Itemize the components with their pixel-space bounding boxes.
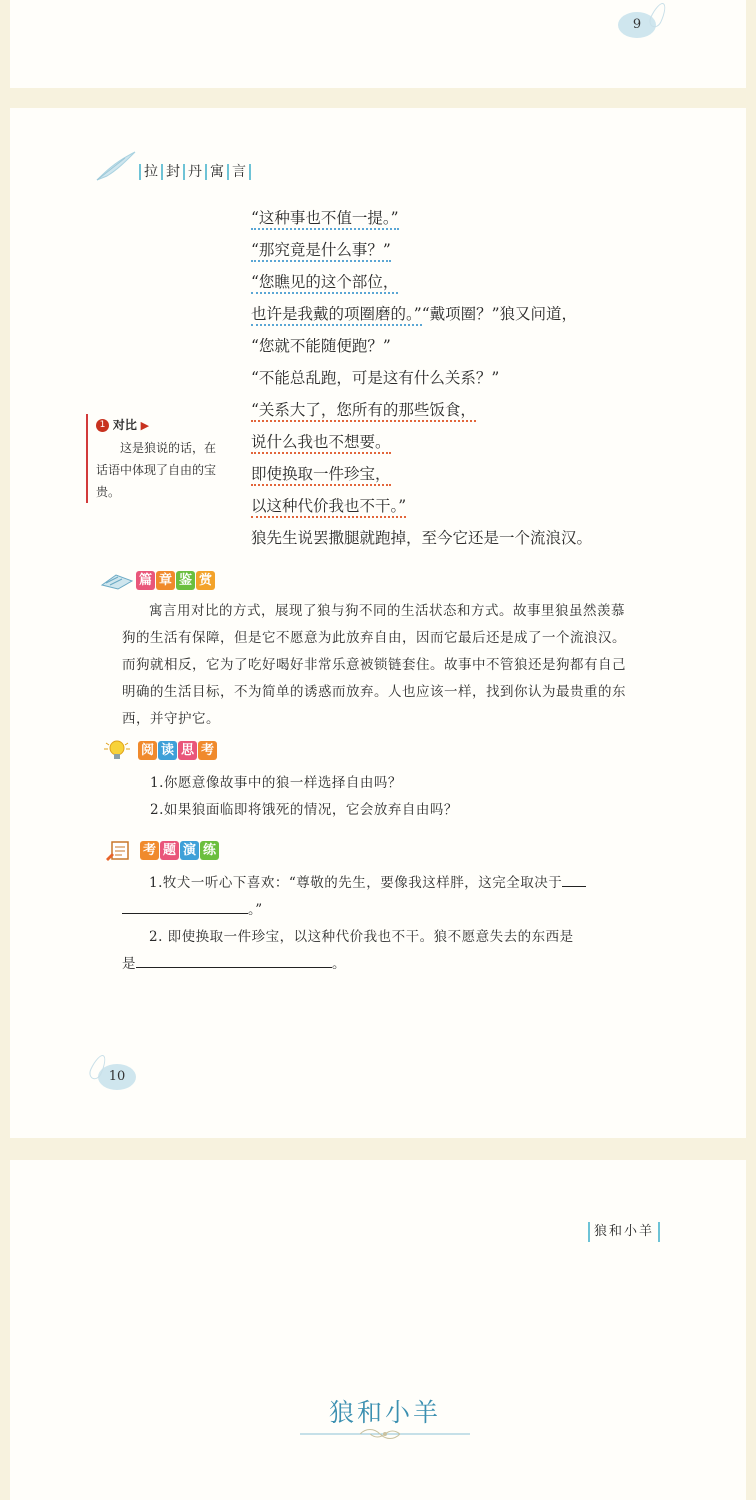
heading-char: 阅	[138, 741, 157, 760]
triangle-right-icon: ▶	[140, 419, 150, 432]
lightbulb-icon	[102, 739, 138, 761]
poem-text	[251, 204, 671, 556]
book-icon	[100, 569, 136, 591]
poem-line: “您就不能随便跑？”	[251, 337, 391, 355]
thinking-heading	[102, 739, 217, 761]
poem-line: 以这种代价我也不干。”	[251, 497, 406, 518]
book-title-char: 拉	[139, 164, 161, 180]
side-annotation	[86, 414, 216, 503]
heading-char: 考	[140, 841, 159, 860]
heading-char: 练	[200, 841, 219, 860]
book-title-char: 寓	[205, 164, 227, 180]
book-title-char: 封	[161, 164, 183, 180]
poem-line: “您瞧见的这个部位，	[251, 273, 398, 294]
heading-char: 思	[178, 741, 197, 760]
answer-blank[interactable]	[136, 967, 332, 968]
heading-char: 篇	[136, 571, 155, 590]
annotation-body: 这是狼说的话，在话语中体现了自由的宝贵。	[96, 441, 217, 499]
heading-char: 考	[198, 741, 217, 760]
heading-char: 读	[158, 741, 177, 760]
poem-line: “关系大了，您所有的那些饭食，	[251, 401, 476, 422]
page-number-badge	[98, 1064, 136, 1090]
exercise-question-1-end: 。”	[248, 902, 263, 918]
feather-icon	[647, 1, 669, 30]
poem-line: 说什么我也不想要。	[251, 433, 391, 454]
heading-char: 题	[160, 841, 179, 860]
annotation-tag: 对比	[112, 418, 137, 432]
story-title: 狼和小羊	[328, 1398, 441, 1427]
book-title-char: 言	[227, 164, 251, 180]
poem-line: “戴项圈？”狼又问道，	[421, 305, 578, 323]
book-title	[139, 164, 251, 180]
appreciation-text: 寓言用对比的方式，展现了狼与狗不同的生活状态和方式。故事里狼虽然羡慕狗的生活有保障，但是它不愿意为此放弃自由，因而它最后还是成了一个流浪汉。而狗就相反，它为了吃好喝好非常乐意被锁链套住。故事中不管狼还是狗都有自己明确的生活目标，不为简单的诱惑而放弃。人也应该一样，找到你认为最贵重的东西，并守护它。	[122, 603, 626, 727]
poem-line: 即使换取一件珍宝，	[251, 465, 391, 486]
exercises-heading	[104, 839, 219, 861]
book-title-char: 丹	[183, 164, 205, 180]
heading-char: 赏	[196, 571, 215, 590]
annotation-number: 1	[96, 419, 109, 432]
answer-blank[interactable]	[562, 886, 586, 887]
exercise-question-2: 2. 即使换取一件珍宝，以这种代价我也不干。狼不愿意失去的东西是	[149, 929, 574, 945]
notepad-pencil-icon	[104, 839, 140, 861]
answer-blank[interactable]	[122, 913, 248, 914]
ornament-divider	[300, 1428, 470, 1442]
question: 2.如果狼面临即将饿死的情况，它会放弃自由吗？	[150, 802, 458, 818]
quill-icon	[95, 150, 137, 182]
next-page	[10, 1160, 746, 1500]
question: 1.你愿意像故事中的狼一样选择自由吗？	[150, 775, 402, 791]
running-head: 狼和小羊	[588, 1222, 660, 1242]
book-header	[95, 150, 295, 190]
page-number: 9	[632, 17, 642, 32]
exercise-question-2-end: 。	[332, 956, 346, 972]
heading-char: 鉴	[176, 571, 195, 590]
poem-line: 狼先生说罢撒腿就跑掉，至今它还是一个流浪汉。	[251, 529, 593, 547]
heading-char: 章	[156, 571, 175, 590]
exercise-question-1: 1.牧犬一听心下喜欢：“尊敬的先生，要像我这样胖，这完全取决于	[149, 875, 563, 891]
poem-line: 也许是我戴的项圈磨的。”	[251, 305, 422, 326]
page-number-badge	[618, 12, 656, 38]
poem-line: “这种事也不值一提。”	[251, 209, 399, 230]
heading-char: 演	[180, 841, 199, 860]
poem-line: “不能总乱跑，可是这有什么关系？”	[251, 369, 500, 387]
previous-page	[10, 0, 746, 88]
poem-line: “那究竟是什么事？”	[251, 241, 391, 262]
page-number: 10	[108, 1069, 126, 1084]
appreciation-heading	[100, 569, 215, 591]
thinking-questions	[150, 770, 630, 824]
exercise-questions: 1.牧犬一听心下喜欢：“尊敬的先生，要像我这样胖，这完全取决于 。” 2. 即使换取一件珍宝，以这种代价我也不干。狼不愿意失去的东西是 是 。	[122, 870, 632, 978]
